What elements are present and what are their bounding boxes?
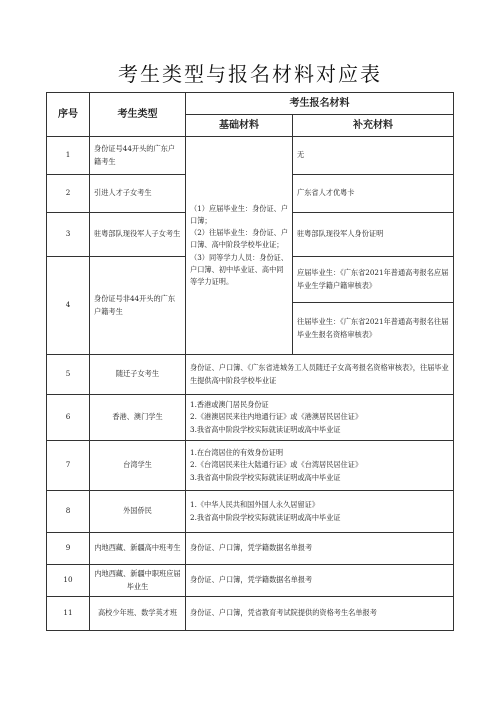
basic-line: （3）同等学力人员：身份证、户口簿、初中毕业证、高中同等学力证明。 — [190, 252, 289, 287]
header-supplement: 补充材料 — [293, 115, 454, 137]
row-type: 引进人才子女考生 — [90, 175, 186, 213]
row-supplement: 广东省人才优粤卡 — [293, 175, 454, 213]
row-seq: 6 — [47, 395, 90, 441]
row-type: 内地西藏、新疆高中班考生 — [90, 533, 186, 565]
row-supplement: 驻粤部队现役军人身份证明 — [293, 213, 454, 257]
page-title: 考生类型与报名材料对应表 — [118, 62, 382, 86]
row-materials: 身份证、户口簿，凭学籍数据名单报考 — [186, 565, 454, 597]
row-supplement-previous: 往届毕业生：《广东省2021年普通高考报名往届毕业生报名资格审核表》 — [293, 303, 454, 355]
row-type: 高校少年班、数学英才班 — [90, 597, 186, 631]
row-seq: 3 — [47, 213, 90, 257]
row-seq: 2 — [47, 175, 90, 213]
materials-table — [46, 92, 454, 631]
table-row — [47, 533, 454, 565]
row-type: 驻粤部队现役军人子女考生 — [90, 213, 186, 257]
row-seq: 7 — [47, 441, 90, 491]
row-seq: 10 — [47, 565, 90, 597]
row-materials: 1.香港或澳门居民身份证 2.《港澳居民来往内地通行证》或《港澳居民居住证》 3.我省高中阶段学校实际就读证明或高中毕业证 — [186, 395, 454, 441]
basic-line: （2）往届毕业生：身份证、户口簿、高中阶段学校毕业证； — [190, 228, 289, 250]
header-type: 考生类型 — [90, 93, 186, 137]
row-materials: 1.《中华人民共和国外国人永久居留证》 2.我省高中阶段学校实际就读证明或高中毕业证 — [186, 491, 454, 533]
table-row — [47, 395, 454, 441]
row-seq: 4 — [47, 257, 90, 355]
row-supplement: 无 — [293, 137, 454, 175]
row-type: 台湾学生 — [90, 441, 186, 491]
row-supplement-current: 应届毕业生：《广东省2021年普通高考报名应届毕业生学籍户籍审核表》 — [293, 257, 454, 303]
row-type: 随迁子女考生 — [90, 355, 186, 395]
row-materials: 身份证、户口簿、《广东省进城务工人员随迁子女高考报名资格审核表》，往届毕业生提供高中阶段学校毕业证 — [186, 355, 454, 395]
row-type: 外国侨民 — [90, 491, 186, 533]
shared-basic-materials — [186, 137, 293, 355]
row-seq: 8 — [47, 491, 90, 533]
table-row — [47, 137, 454, 175]
header-seq: 序号 — [47, 93, 90, 137]
table-row — [47, 565, 454, 597]
row-type: 香港、澳门学生 — [90, 395, 186, 441]
basic-line: （1）应届毕业生：身份证、户口簿； — [190, 203, 289, 225]
row-seq: 11 — [47, 597, 90, 631]
row-seq: 1 — [47, 137, 90, 175]
header-materials: 考生报名材料 — [186, 93, 454, 115]
table-row — [47, 491, 454, 533]
table-row — [47, 597, 454, 631]
row-seq: 5 — [47, 355, 90, 395]
row-materials: 身份证、户口簿，凭省教育考试院提供的资格考生名单报考 — [186, 597, 454, 631]
row-type: 身份证号44开头的广东户籍考生 — [90, 137, 186, 175]
header-basic: 基础材料 — [186, 115, 293, 137]
row-materials: 身份证、户口簿，凭学籍数据名单报考 — [186, 533, 454, 565]
row-seq: 9 — [47, 533, 90, 565]
row-materials: 1.在台湾居住的有效身份证明 2.《台湾居民来往大陆通行证》或《台湾居民居住证》 3.我省高中阶段学校实际就读证明或高中毕业证 — [186, 441, 454, 491]
table-row — [47, 441, 454, 491]
row-type: 身份证号非44开头的广东户籍考生 — [90, 257, 186, 355]
table-row — [47, 355, 454, 395]
row-type: 内地西藏、新疆中职班应届毕业生 — [90, 565, 186, 597]
